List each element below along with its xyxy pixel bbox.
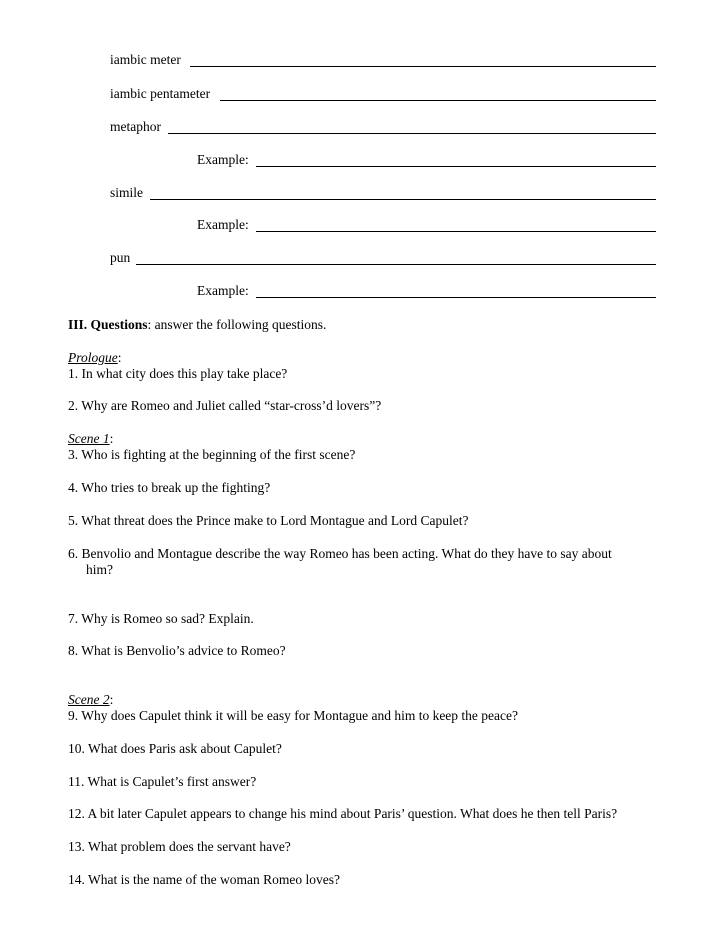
prologue-heading: Prologue: [68, 350, 122, 365]
question-3: 3. Who is fighting at the beginning of the first scene? [68, 447, 356, 462]
term-pun [110, 250, 130, 266]
section-heading [68, 317, 326, 333]
iambic-meter-answer-blank[interactable] [190, 52, 656, 67]
simile-answer-blank[interactable] [150, 185, 656, 200]
term-iambic-pentameter-label: iambic pentameter [110, 86, 211, 101]
scene-2-heading: Scene 2: [68, 692, 114, 707]
question-7: 7. Why is Romeo so sad? Explain. [68, 611, 254, 626]
scene-2-heading-label: Scene 2 [68, 692, 110, 707]
term-simile [110, 185, 143, 201]
question-6: 6. Benvolio and Montague describe the way Romeo has been acting. What do they have to say about [68, 546, 612, 561]
simile-example [197, 217, 249, 233]
pun-example-blank[interactable] [256, 283, 656, 298]
question-9: 9. Why does Capulet think it will be easy for Montague and him to keep the peace? [68, 708, 519, 723]
question-14: 14. What is the name of the woman Romeo loves? [68, 872, 340, 887]
term-simile-label: simile [110, 185, 143, 200]
term-metaphor-label: metaphor [110, 119, 161, 134]
term-iambic-pentameter [110, 86, 210, 102]
term-metaphor [110, 119, 161, 135]
term-pun-label: pun [110, 250, 131, 265]
scene-1-heading-label: Scene 1 [68, 431, 110, 446]
question-1: 1. In what city does this play take place? [68, 366, 288, 381]
question-4: 4. Who tries to break up the fighting? [68, 480, 271, 495]
metaphor-example [197, 152, 249, 168]
simile-example-blank[interactable] [256, 217, 656, 232]
question-2: 2. Why are Romeo and Juliet called “star-cross’d lovers”? [68, 398, 382, 413]
question-13: 13. What problem does the servant have? [68, 839, 291, 854]
iambic-pentameter-answer-blank[interactable] [220, 86, 656, 101]
question-6-continued: him? [86, 562, 113, 577]
metaphor-answer-blank[interactable] [168, 119, 656, 134]
section-instructions: : answer the following questions. [147, 317, 327, 332]
question-10: 10. What does Paris ask about Capulet? [68, 741, 282, 756]
question-5: 5. What threat does the Prince make to Lord Montague and Lord Capulet? [68, 513, 469, 528]
prologue-heading-label: Prologue [68, 350, 118, 365]
section-label: III. Questions [68, 317, 148, 332]
term-iambic-meter-label: iambic meter [110, 52, 181, 67]
metaphor-example-label: Example: [197, 152, 249, 167]
term-iambic-meter [110, 52, 181, 68]
pun-example-label: Example: [197, 283, 249, 298]
scene-1-heading: Scene 1: [68, 431, 114, 446]
question-8: 8. What is Benvolio’s advice to Romeo? [68, 643, 286, 658]
metaphor-example-blank[interactable] [256, 152, 656, 167]
pun-answer-blank[interactable] [136, 250, 656, 265]
pun-example [197, 283, 249, 299]
question-12: 12. A bit later Capulet appears to change his mind about Paris’ question. What does he then tell Paris? [68, 806, 618, 821]
question-11: 11. What is Capulet’s first answer? [68, 774, 257, 789]
simile-example-label: Example: [197, 217, 249, 232]
